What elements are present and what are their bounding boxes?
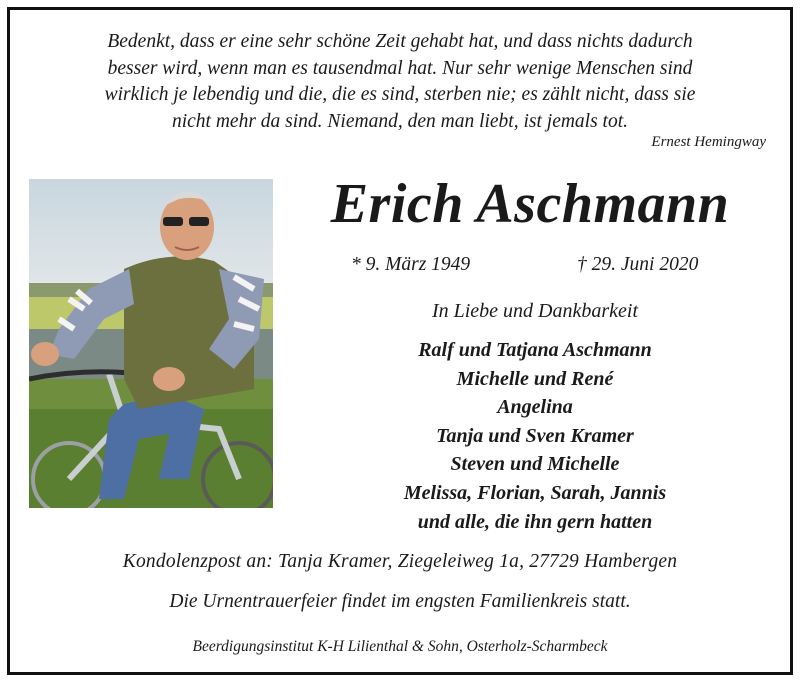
mourner-name: Angelina <box>497 396 573 419</box>
quote-line: Bedenkt, dass er eine sehr schöne Zeit gehabt hat, und dass nichts dadurch <box>107 31 693 52</box>
mourner-name: Tanja und Sven Kramer <box>436 424 634 447</box>
quote-line: besser wird, wenn man es tausendmal hat. Nur sehr wenige Menschen sind <box>107 57 693 79</box>
birth-date: * 9. März 1949 <box>351 254 471 275</box>
mourner-name: Steven und Michelle <box>450 453 620 476</box>
mourner-name: und alle, die ihn gern hatten <box>417 510 653 533</box>
hemingway-quote <box>40 29 760 135</box>
mourners-list <box>300 336 770 536</box>
portrait-photo <box>29 179 273 508</box>
ceremony-note: Die Urnentrauerfeier findet im engsten Familienkreis statt. <box>169 591 631 612</box>
deceased-name: Erich Aschmann <box>330 173 730 235</box>
condolence-address: Kondolenzpost an: Tanja Kramer, Ziegeleiweg 1a, 27729 Hambergen <box>122 551 678 572</box>
funeral-home: Beerdigungsinstitut K-H Lilienthal & Sohn, Osterholz-Scharmbeck <box>192 638 608 655</box>
quote-author: Ernest Hemingway <box>651 134 766 150</box>
mourner-name: Michelle und René <box>456 367 614 390</box>
mourner-name: Melissa, Florian, Sarah, Jannis <box>403 481 667 504</box>
mourner-name: Ralf und Tatjana Aschmann <box>418 339 652 361</box>
quote-line: nicht mehr da sind. Niemand, den man liebt, ist jemals tot. <box>171 110 629 132</box>
mourners-intro: In Liebe und Dankbarkeit <box>431 300 639 322</box>
death-date: † 29. Juni 2020 <box>577 254 699 275</box>
quote-line: wirklich je lebendig und die, die es sind, sterben nie; es zählt nicht, dass sie <box>104 84 696 105</box>
